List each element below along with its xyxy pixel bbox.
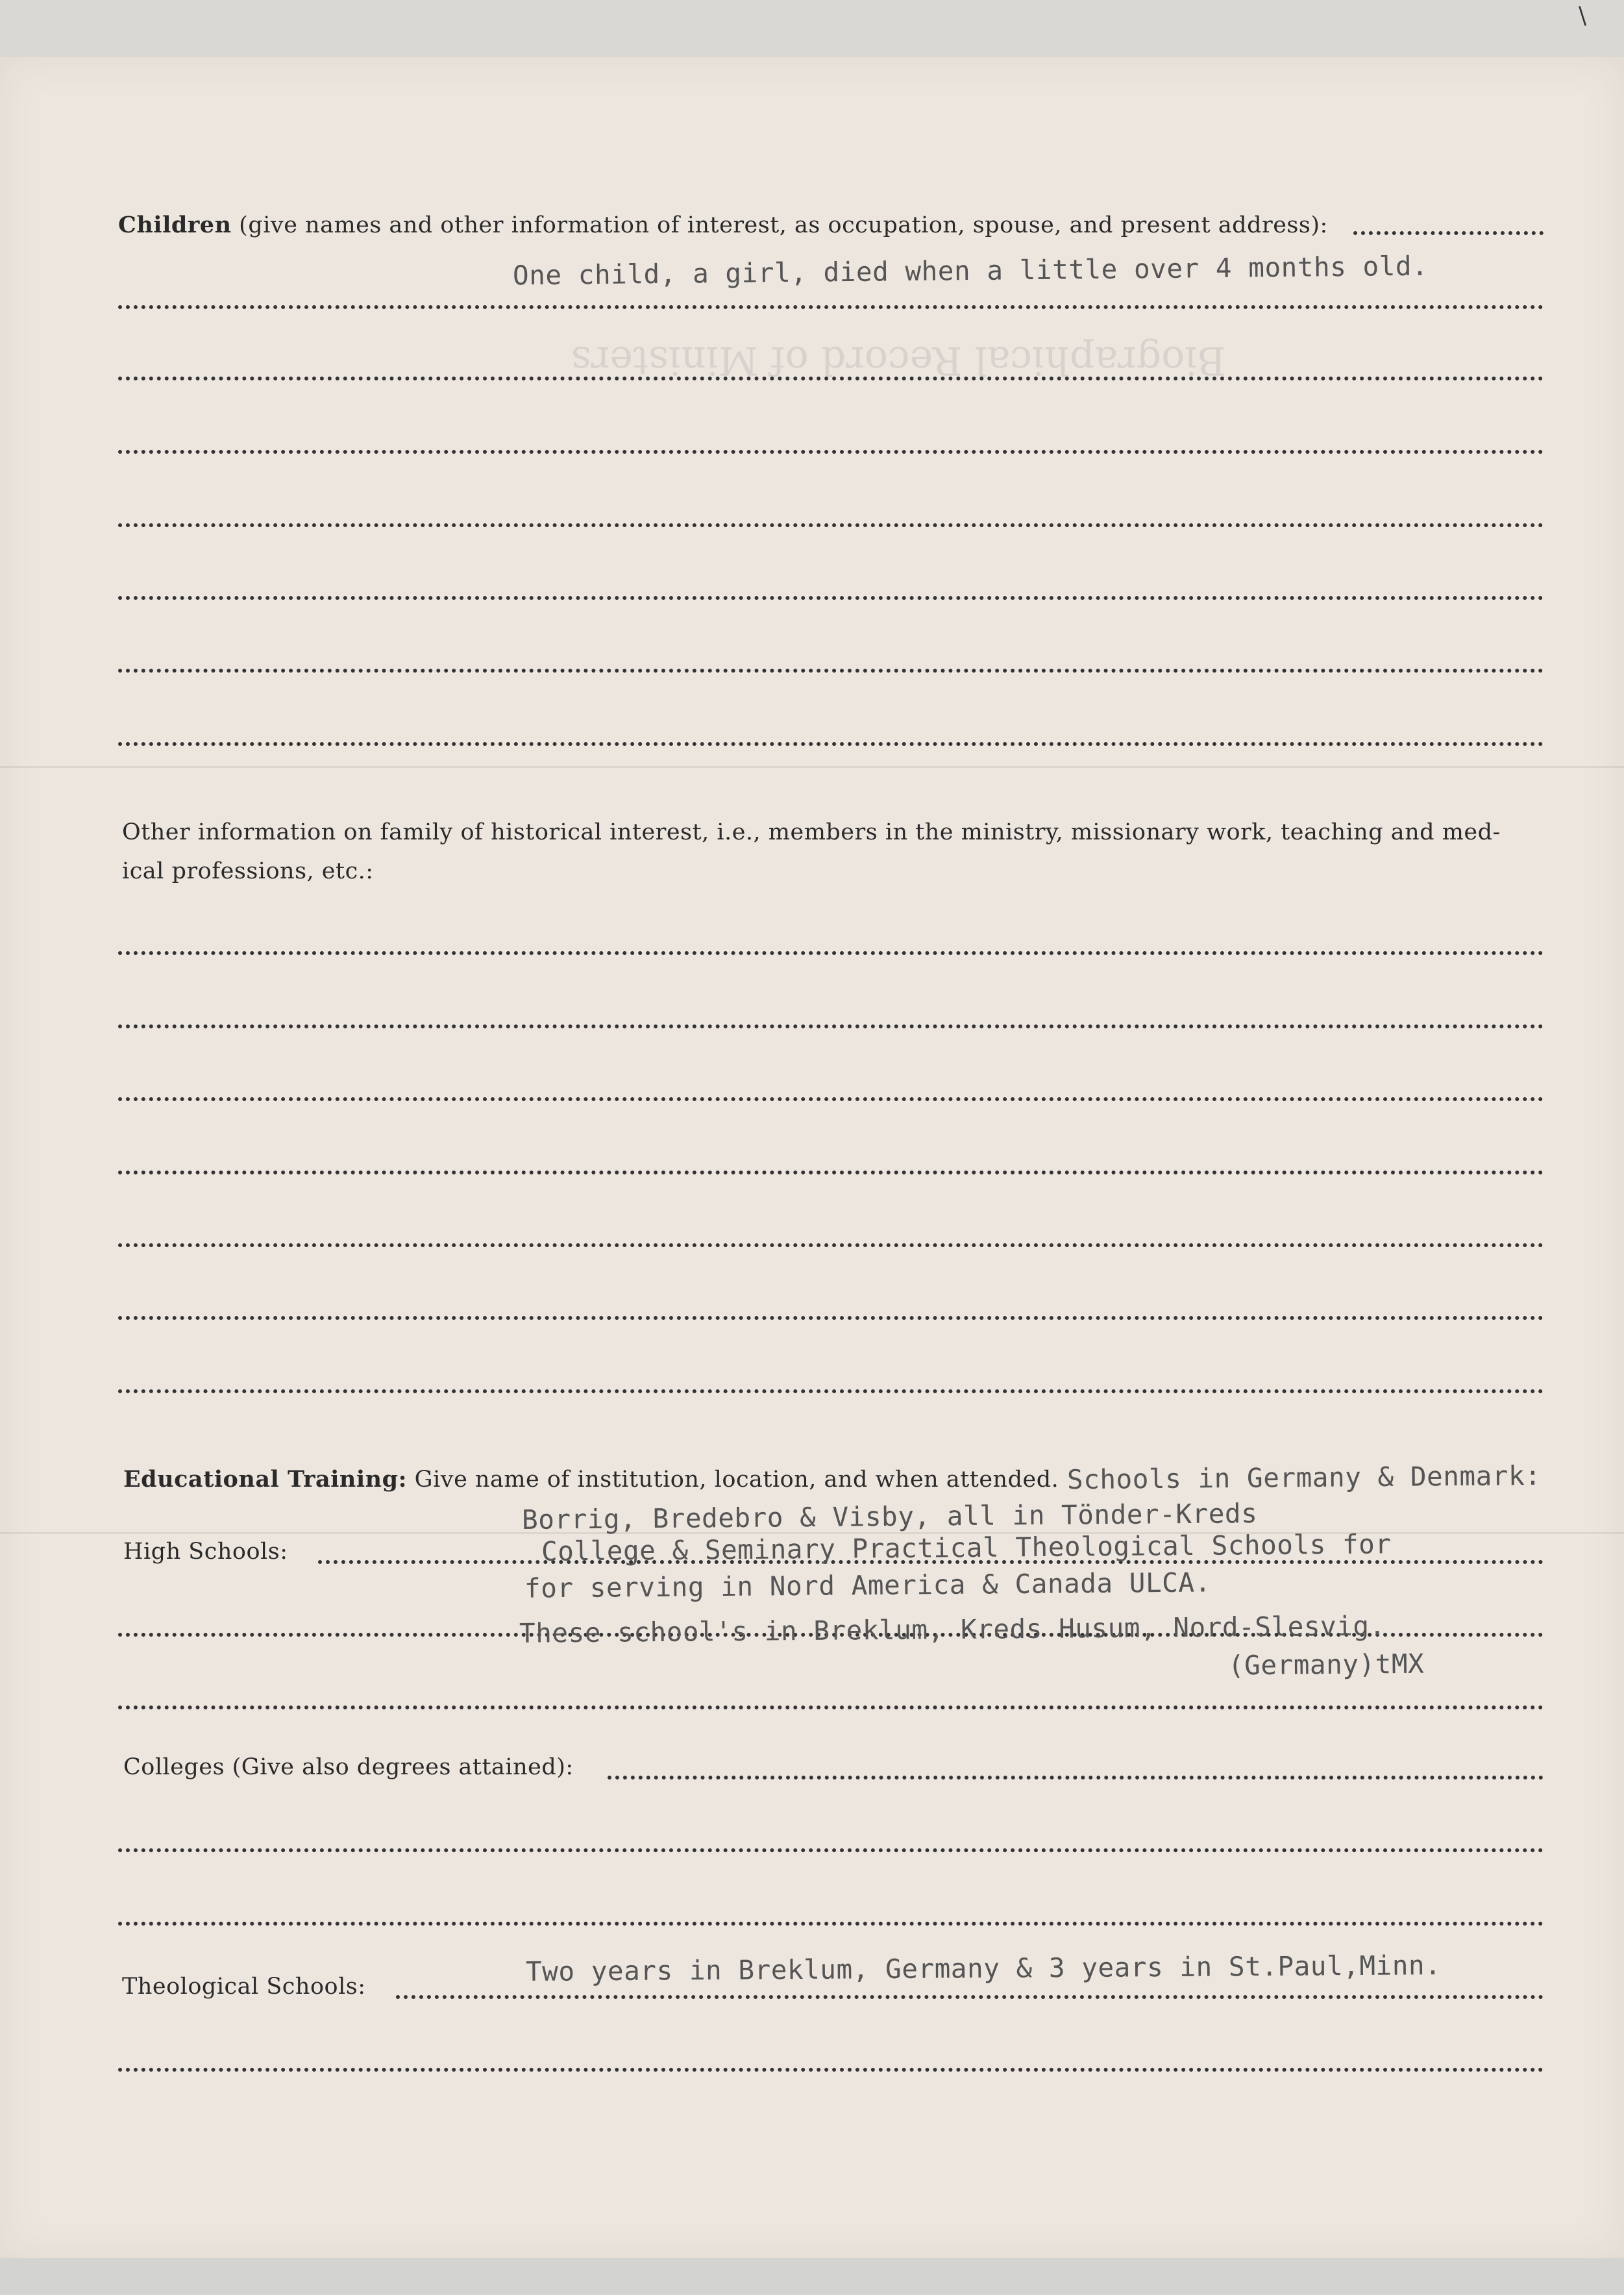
children-line-2[interactable] — [118, 377, 1544, 380]
other-info-line-3[interactable] — [118, 1097, 1544, 1101]
children-label — [118, 212, 1328, 238]
colleges-line-2[interactable] — [118, 1848, 1544, 1852]
scan-background — [0, 2258, 1624, 2295]
education-label-bold: Educational Training: — [123, 1466, 407, 1493]
bleed-through-title: Biographical Record of Ministers — [571, 338, 1226, 383]
corner-mark: \ — [1579, 3, 1587, 29]
children-label-bold: Children — [118, 212, 232, 238]
colleges-line-3[interactable] — [118, 1922, 1544, 1926]
children-typed: One child, a girl, died when a little over 4 months old. — [512, 250, 1429, 292]
high-schools-typed-line4: These school's in Breklum, Kreds Husum, Nord-Slesvig. — [519, 1610, 1386, 1649]
colleges-line-1[interactable] — [608, 1776, 1544, 1780]
theological-label: Theological Schools: — [122, 1974, 366, 2000]
children-line-5[interactable] — [118, 596, 1544, 600]
other-info-line-5[interactable] — [118, 1243, 1544, 1247]
high-schools-typed-line5: (Germany)tMX — [1227, 1648, 1425, 1681]
theological-typed: Two years in Breklum, Germany & 3 years in St.Paul,Minn. — [525, 1950, 1442, 1987]
children-line-7[interactable] — [118, 742, 1544, 746]
colleges-label: Colleges (Give also degrees attained): — [123, 1754, 574, 1780]
children-line-3[interactable] — [118, 450, 1544, 454]
form-sheet — [0, 57, 1624, 2258]
fold-line — [0, 766, 1624, 768]
theological-line-1[interactable] — [396, 1995, 1544, 1999]
children-line-0[interactable] — [1353, 231, 1544, 235]
high-schools-typed-line1: Borrig, Bredebro & Visby, all in Tönder-Kreds — [521, 1498, 1258, 1535]
other-info-label-line1: Other information on family of historical interest, i.e., members in the ministry, missionary work, teaching and med- — [122, 819, 1501, 845]
other-info-label-line2: ical professions, etc.: — [122, 858, 374, 884]
high-schools-typed-line2: College & Seminary Practical Theological Schools for — [541, 1528, 1392, 1567]
other-info-line-1[interactable] — [118, 951, 1544, 955]
children-line-4[interactable] — [118, 523, 1544, 527]
other-info-line-2[interactable] — [118, 1024, 1544, 1028]
high-schools-line-3[interactable] — [118, 1706, 1544, 1709]
high-schools-typed-line3: for serving in Nord America & Canada ULCA. — [524, 1567, 1211, 1604]
education-typed-header: Schools in Germany & Denmark: — [1066, 1459, 1542, 1496]
children-label-rest: (give names and other information of interest, as occupation, spouse, and present address): — [239, 212, 1328, 238]
education-label — [123, 1466, 1059, 1493]
theological-line-2[interactable] — [118, 2068, 1544, 2072]
children-line-1[interactable] — [118, 305, 1544, 309]
other-info-line-6[interactable] — [118, 1316, 1544, 1320]
children-line-6[interactable] — [118, 669, 1544, 673]
other-info-line-7[interactable] — [118, 1389, 1544, 1393]
high-schools-label: High Schools: — [123, 1539, 288, 1565]
education-label-rest: Give name of institution, location, and when attended. — [414, 1467, 1059, 1493]
other-info-line-4[interactable] — [118, 1171, 1544, 1174]
